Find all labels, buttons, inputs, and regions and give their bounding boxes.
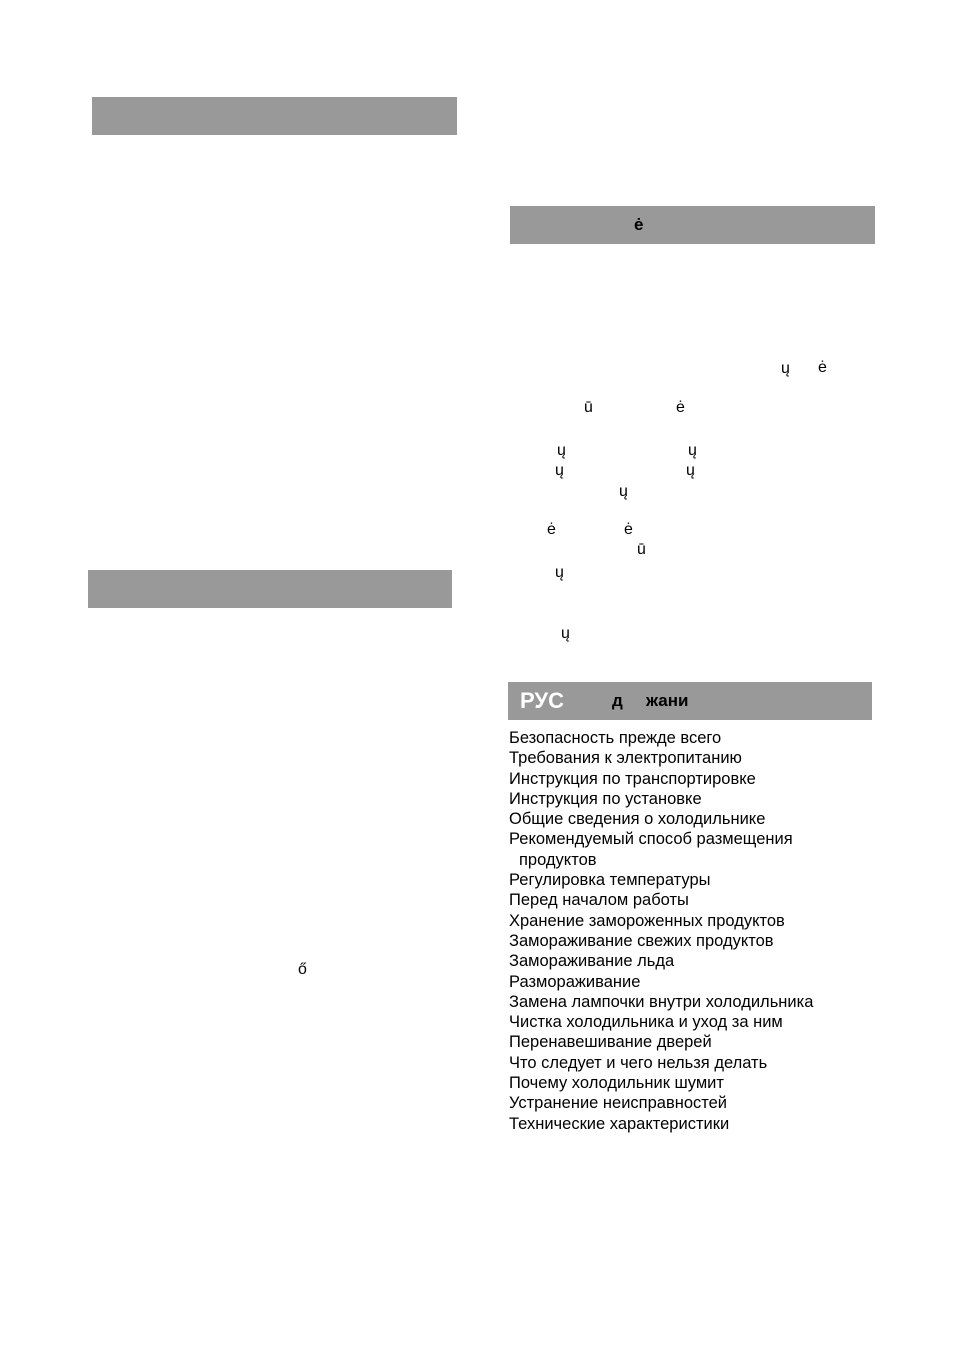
glyph: ė — [624, 521, 633, 538]
toc-item: Рекомендуемый способ размещения — [509, 830, 793, 849]
toc-item: Замораживание свежих продуктов — [509, 931, 774, 950]
glyph: ų — [555, 564, 564, 581]
toc-item: Общие сведения о холодильнике — [509, 810, 766, 829]
toc-item: Инструкция по установке — [509, 789, 702, 808]
toc-item: Что следует и чего нельзя делать — [509, 1053, 768, 1072]
section-heading-bar-2 — [88, 570, 452, 608]
toc-item: Инструкция по транспортировке — [509, 769, 756, 788]
glyph: ų — [557, 442, 566, 459]
glyph: ū — [637, 541, 646, 558]
table-of-contents — [509, 728, 813, 1134]
section-heading-bar-3 — [510, 206, 875, 244]
toc-item: Устранение неисправностей — [509, 1094, 728, 1113]
toc-item-continuation: продуктов — [519, 850, 597, 869]
glyph: ų — [619, 483, 628, 500]
toc-item: Перед началом работы — [509, 891, 689, 910]
toc-item: Почему холодильник шумит — [509, 1074, 724, 1093]
language-label: РУС — [520, 688, 564, 713]
glyph: ų — [688, 442, 697, 459]
toc-item: Перенавешивание дверей — [509, 1033, 712, 1052]
russian-contents-heading-bar — [508, 682, 872, 720]
heading-word-1: д — [612, 691, 623, 710]
section-heading-bar-1 — [92, 97, 457, 135]
toc-item: Чистка холодильника и уход за ним — [509, 1013, 783, 1032]
toc-item: Размораживание — [509, 972, 641, 991]
section-heading-3-text: ė — [634, 215, 644, 234]
glyph: ū — [584, 399, 593, 416]
glyph: ė — [676, 399, 685, 416]
toc-item: Безопасность прежде всего — [509, 729, 722, 747]
glyph: ė — [818, 359, 827, 376]
glyph: ė — [547, 521, 556, 538]
heading-word-2: жани — [646, 691, 689, 710]
stray-glyph: ő — [298, 961, 307, 978]
glyph: ų — [781, 360, 790, 377]
toc-item: Технические характеристики — [509, 1114, 730, 1133]
toc-item: Регулировка температуры — [509, 871, 711, 890]
glyph: ų — [561, 625, 570, 642]
toc-item: Требования к электропитанию — [509, 749, 742, 768]
toc-item: Хранение замороженных продуктов — [509, 911, 785, 930]
toc-item: Замораживание льда — [509, 952, 675, 971]
glyph: ų — [555, 462, 564, 479]
glyph: ų — [686, 462, 695, 479]
toc-item: Замена лампочки внутри холодильника — [509, 992, 814, 1011]
